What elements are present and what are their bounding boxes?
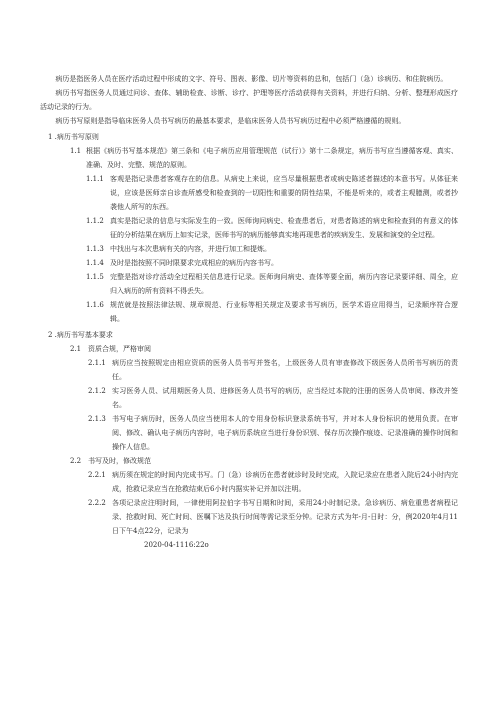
section-2-heading: 2 .病历书写基本要求 bbox=[48, 331, 113, 339]
item-number: 1.1.3 bbox=[86, 245, 104, 253]
item-text: 病历应当按照规定由相应资质的医务人员书写并签名，上级医务人员有审查修改下级医务人员所书写病历的责任。 bbox=[112, 359, 458, 381]
section-1-1-5 bbox=[40, 270, 458, 298]
item-text: 完整是指对诊疗活动全过程相关信息进行记录。医师询问病史、查体等要全面，病历内容记录要详细、周全，应归入病历的所有资料不得丢失。 bbox=[110, 273, 458, 295]
item-number: 1.1.2 bbox=[86, 217, 104, 225]
item-number: 1.1.6 bbox=[86, 301, 104, 309]
section-2-1-number: 2.1 bbox=[70, 345, 82, 353]
section-2-2-1 bbox=[40, 468, 458, 496]
item-text: 及时是指按照不同时限要求完成相应的病历内容书写。 bbox=[110, 259, 278, 267]
item-number: 2.1.2 bbox=[88, 387, 106, 395]
section-2-1-heading bbox=[40, 342, 458, 356]
section-1-1-2 bbox=[40, 214, 458, 242]
item-number: 2.1.3 bbox=[88, 415, 106, 423]
section-1-1-text: 根据《病历书写基本规范》第三条和《电子病历应用管理规范（试行）》第十二条规定，病历书写应当遵循客观、真实、准确、及时、完整、规范的原则。 bbox=[86, 147, 458, 169]
section-2-1-title: 资质合规，严格审阅 bbox=[88, 345, 151, 353]
intro-paragraph-2: 病历书写指医务人员通过问诊、查体、辅助检查、诊断、诊疗、护理等医疗活动获得有关资料，并进行归纳、分析、整理形成医疗活动记录的行为。 bbox=[40, 89, 458, 111]
section-2-2-title: 书写及时，修改规范 bbox=[88, 457, 151, 465]
item-number: 1.1.5 bbox=[86, 273, 104, 281]
section-2-2-2 bbox=[40, 496, 458, 538]
item-text: 真实是指记录的信息与实际发生的一致。医师询问病史、检查患者后，对患者陈述的病史和检查到的有意义的体征的分析结果在病历上如实记录，医师书写的病历能够真实地再现患者的疾病发生、发展和演变的全过程。 bbox=[110, 217, 458, 239]
section-1-1 bbox=[40, 144, 458, 172]
item-text: 规范就是按照法律法规、规章规范、行业标等相关规定及要求书写病历，医学术语应用得当，记录顺序符合逻辑。 bbox=[110, 301, 458, 323]
item-text: 实习医务人员、试用期医务人员、进修医务人员书写的病历，应当经过本院的注册的医务人员审阅、修改并签名。 bbox=[112, 387, 458, 409]
section-2-2-number: 2.2 bbox=[70, 457, 82, 465]
item-number: 1.1.4 bbox=[86, 259, 104, 267]
item-number: 1.1.1 bbox=[86, 175, 104, 183]
section-1-1-4 bbox=[40, 256, 458, 270]
item-number: 2.2.1 bbox=[88, 471, 106, 479]
section-2-1-2 bbox=[40, 384, 458, 412]
intro-paragraph-3: 病历书写原则是指导临床医务人员书写病历的最基本要求，是临床医务人员书写病历过程中必须严格遵循的规则。 bbox=[55, 117, 406, 125]
item-text: 各项记录应注明时间，一律使用阿拉伯字书写日期和时间，采用24小时制记录。急诊病历、病危重患者病程记录、抢救时间、死亡时间、医嘱下达及执行时间等需记录至分钟。记录方式为年-月-日时：分，例2020年4月11日下午4点22分，记录为 bbox=[112, 499, 458, 535]
section-2-1-1 bbox=[40, 356, 458, 384]
section-2-2-heading bbox=[40, 454, 458, 468]
item-number: 2.1.1 bbox=[88, 359, 106, 367]
section-2-1-3 bbox=[40, 412, 458, 454]
section-1-heading: 1 .病历书写原则 bbox=[48, 133, 99, 141]
section-1-1-3 bbox=[40, 242, 458, 256]
datetime-example: 2020-04-1116:22o bbox=[144, 541, 209, 549]
section-1-1-1 bbox=[40, 172, 458, 214]
section-1-1-6 bbox=[40, 298, 458, 326]
item-text: 客观是指记录患者客观存在的信息。从病史上来说，应当尽量根据患者或病史陈述者描述的本意书写。从体征来说，应该是医师亲自诊查所感受和检查到的一切阳性和重要的阴性结果，不能是听来的，或者主观臆测，或者抄袭他人所写的东西。 bbox=[110, 175, 458, 211]
item-number: 2.2.2 bbox=[88, 499, 106, 507]
item-text: 病历须在规定的时间内完成书写。门（急）诊病历在患者就诊时及时完成，入院记录应在患者入院后24小时内完成，抢救记录应当在抢救结束后6小时内据实补记并加以注明。 bbox=[112, 471, 458, 493]
intro-paragraph-1: 病历是指医务人员在医疗活动过程中形成的文字、符号、图表、影像、切片等资料的总和，包括门（急）诊病历、和住院病历。 bbox=[55, 75, 448, 83]
item-text: 中找出与本次患病有关的内容，并进行加工和提炼。 bbox=[110, 245, 271, 253]
section-1-1-number: 1.1 bbox=[70, 147, 82, 155]
item-text: 书写电子病历时，医务人员应当使用本人的专用身份标识登录系统书写，并对本人身份标识的使用负责。在审阅、修改、确认电子病历内容时，电子病历系统应当进行身份识别、保存历次操作痕迹、记录准确的操作时间和操作人信息。 bbox=[112, 415, 458, 451]
